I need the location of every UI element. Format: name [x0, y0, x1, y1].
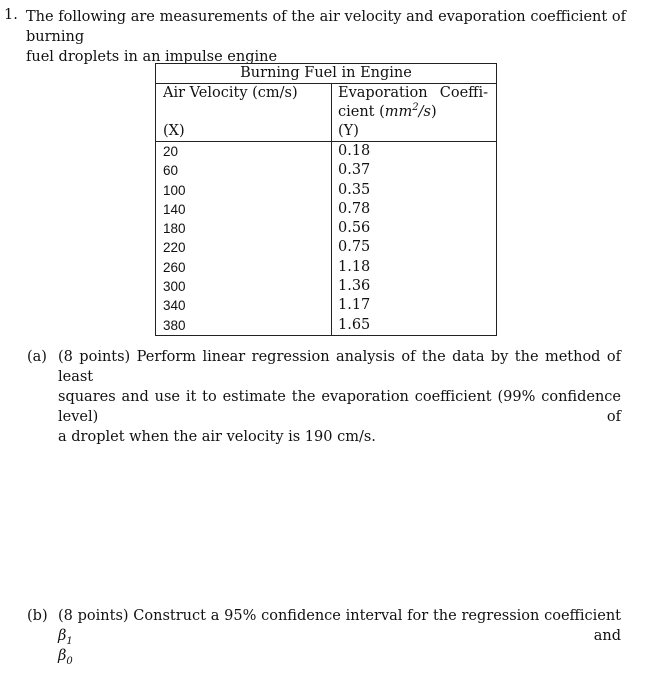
x-header-symbol: (X): [163, 123, 185, 139]
y-cell: 0.18: [332, 142, 497, 162]
y-cell: 1.18: [332, 258, 497, 277]
part-a-line1: (8 points) Perform linear regression analysis of the data by the method of least: [58, 349, 621, 385]
y-unit-exponent: 2: [412, 102, 419, 114]
x-cell: 180: [163, 221, 186, 237]
table-row: [156, 258, 497, 277]
y-header-word1: Evaporation: [338, 85, 428, 101]
table-row: [156, 238, 497, 257]
y-cell: 0.35: [332, 181, 497, 200]
table-row: [156, 296, 497, 315]
part-a-label: (a): [27, 349, 47, 365]
beta-zero-symbol: [58, 648, 73, 667]
y-header-symbol: (Y): [338, 123, 359, 139]
table-row: [156, 142, 497, 162]
part-a-line2: squares and use it to estimate the evaporation coefficient (99% confidence level) of: [58, 389, 621, 425]
x-cell: 20: [163, 144, 179, 159]
table-row: [156, 219, 497, 238]
part-b-line1: [58, 606, 621, 646]
table-row: [156, 200, 497, 219]
part-b-text: [58, 606, 621, 666]
data-table-wrapper: [155, 63, 497, 336]
part-b-label: (b): [27, 608, 48, 624]
y-unit-mm: mm: [384, 104, 413, 120]
question-text: [26, 7, 626, 67]
beta-glyph: β: [58, 628, 67, 644]
part-a-text: [58, 347, 621, 447]
table-row: [156, 181, 497, 200]
x-cell: 300: [163, 279, 186, 295]
question-text-line2: fuel droplets in an impulse engine: [26, 49, 278, 65]
x-cell: 340: [163, 298, 186, 314]
y-cell: 0.75: [332, 238, 497, 257]
y-cell: 1.65: [332, 316, 497, 336]
part-b-and: and: [593, 628, 621, 644]
y-header-line1: [338, 84, 496, 103]
part-b-line1-text: (8 points) Construct a 95% confidence interval for the regression coefficient: [58, 608, 621, 624]
y-cell: 1.17: [332, 296, 497, 315]
y-header-unit: [385, 104, 431, 120]
table-row: [156, 277, 497, 296]
part-b-line2: [58, 648, 73, 667]
question-text-line1: The following are measurements of the air velocity and evaporation coefficient of burning: [26, 9, 626, 45]
x-cell: 380: [163, 317, 186, 333]
data-table: [155, 63, 497, 336]
y-cell: 0.37: [332, 161, 497, 180]
x-cell: 220: [163, 240, 186, 256]
y-header-word2: Coeffi-: [439, 85, 488, 101]
x-cell: 140: [163, 201, 186, 217]
table-header-row: [156, 84, 497, 142]
beta-glyph: β: [58, 648, 67, 664]
x-cell: 60: [163, 163, 179, 179]
table-row: [156, 316, 497, 336]
question-number: 1.: [4, 7, 18, 23]
part-a-line3: a droplet when the air velocity is 190 cm/s.: [58, 429, 376, 445]
y-cell: 0.56: [332, 219, 497, 238]
beta-subscript-1: 1: [66, 635, 73, 647]
y-header-suffix: ): [430, 104, 437, 120]
y-cell: 0.78: [332, 200, 497, 219]
y-unit-s: /s: [418, 104, 431, 120]
x-column-header: [156, 84, 332, 142]
y-header-line2: [338, 103, 496, 122]
x-cell: 100: [163, 182, 186, 198]
y-cell: 1.36: [332, 277, 497, 296]
beta-subscript-0: 0: [66, 655, 73, 667]
table-row: [156, 161, 497, 180]
y-header-prefix: cient (: [338, 104, 385, 120]
x-header-label: Air Velocity (cm/s): [163, 85, 298, 101]
x-cell: 260: [163, 259, 186, 275]
beta-one-symbol: [58, 628, 73, 647]
y-column-header: [332, 84, 497, 142]
table-caption: Burning Fuel in Engine: [156, 64, 497, 84]
